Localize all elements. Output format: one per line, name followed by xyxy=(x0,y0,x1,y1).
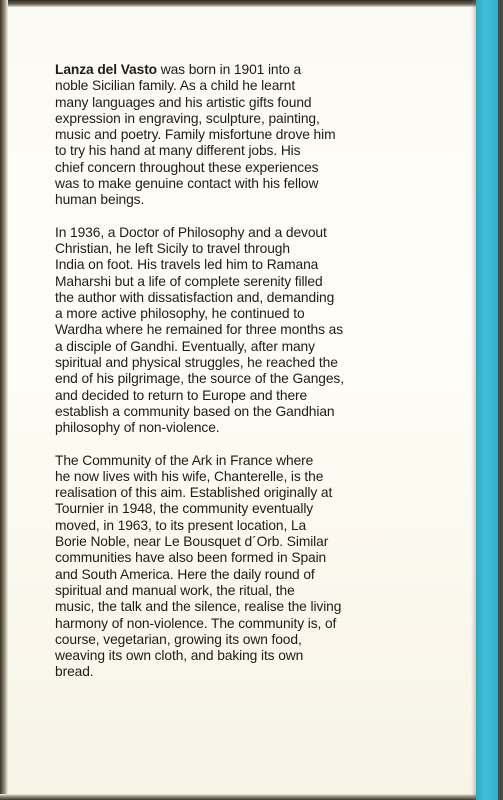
spine-color-stripe xyxy=(476,0,498,800)
cover-bottom-edge xyxy=(0,794,503,800)
cover-top-edge xyxy=(0,0,503,7)
bio-paragraph-1 xyxy=(55,62,467,209)
bio-paragraph-1-text: was born in 1901 into a noble Sicilian family. As a child he learnt many languages and his artistic gifts found expression in engraving, sculpture, painting, music and poetry. Family misfortune drove him to try his hand at many different jobs. His chief concern throughout these experiences was to make genuine contact with his fellow human beings. xyxy=(55,62,336,208)
cover-right-edge xyxy=(498,0,503,800)
bio-paragraph-2: In 1936, a Doctor of Philosophy and a devout Christian, he left Sicily to travel through India on foot. His travels led him to Ramana Maharshi but a life of complete serenity filled the author with dissatisfaction and, demanding a more active philosophy, he continued to Wardha where he remained for three months as a disciple of Gandhi. Eventually, after many spiritual and physical struggles, he reached the end of his pilgrimage, the source of the Ganges, and decided to return to Europe and there establish a community based on the Gandhian philosophy of non-violence. xyxy=(55,224,344,436)
cover-left-edge xyxy=(0,0,8,800)
bio-paragraph-3: The Community of the Ark in France where he now lives with his wife, Chanterelle, is the realisation of this aim. Established originally at Tournier in 1948, the community eventually moved, in 1963, to its present location, La Borie Noble, near Le Bousquet d´Orb. Similar communities have also been formed in Spain and South America. Here the daily round of spiritual and manual work, the ritual, the music, the talk and the silence, realise the living harmony of non-violence. The community is, of course, vegetarian, growing its own food, weaving its own cloth, and baking its own bread. xyxy=(55,452,342,680)
author-name: Lanza del Vasto xyxy=(55,62,158,77)
author-biography xyxy=(55,62,467,697)
